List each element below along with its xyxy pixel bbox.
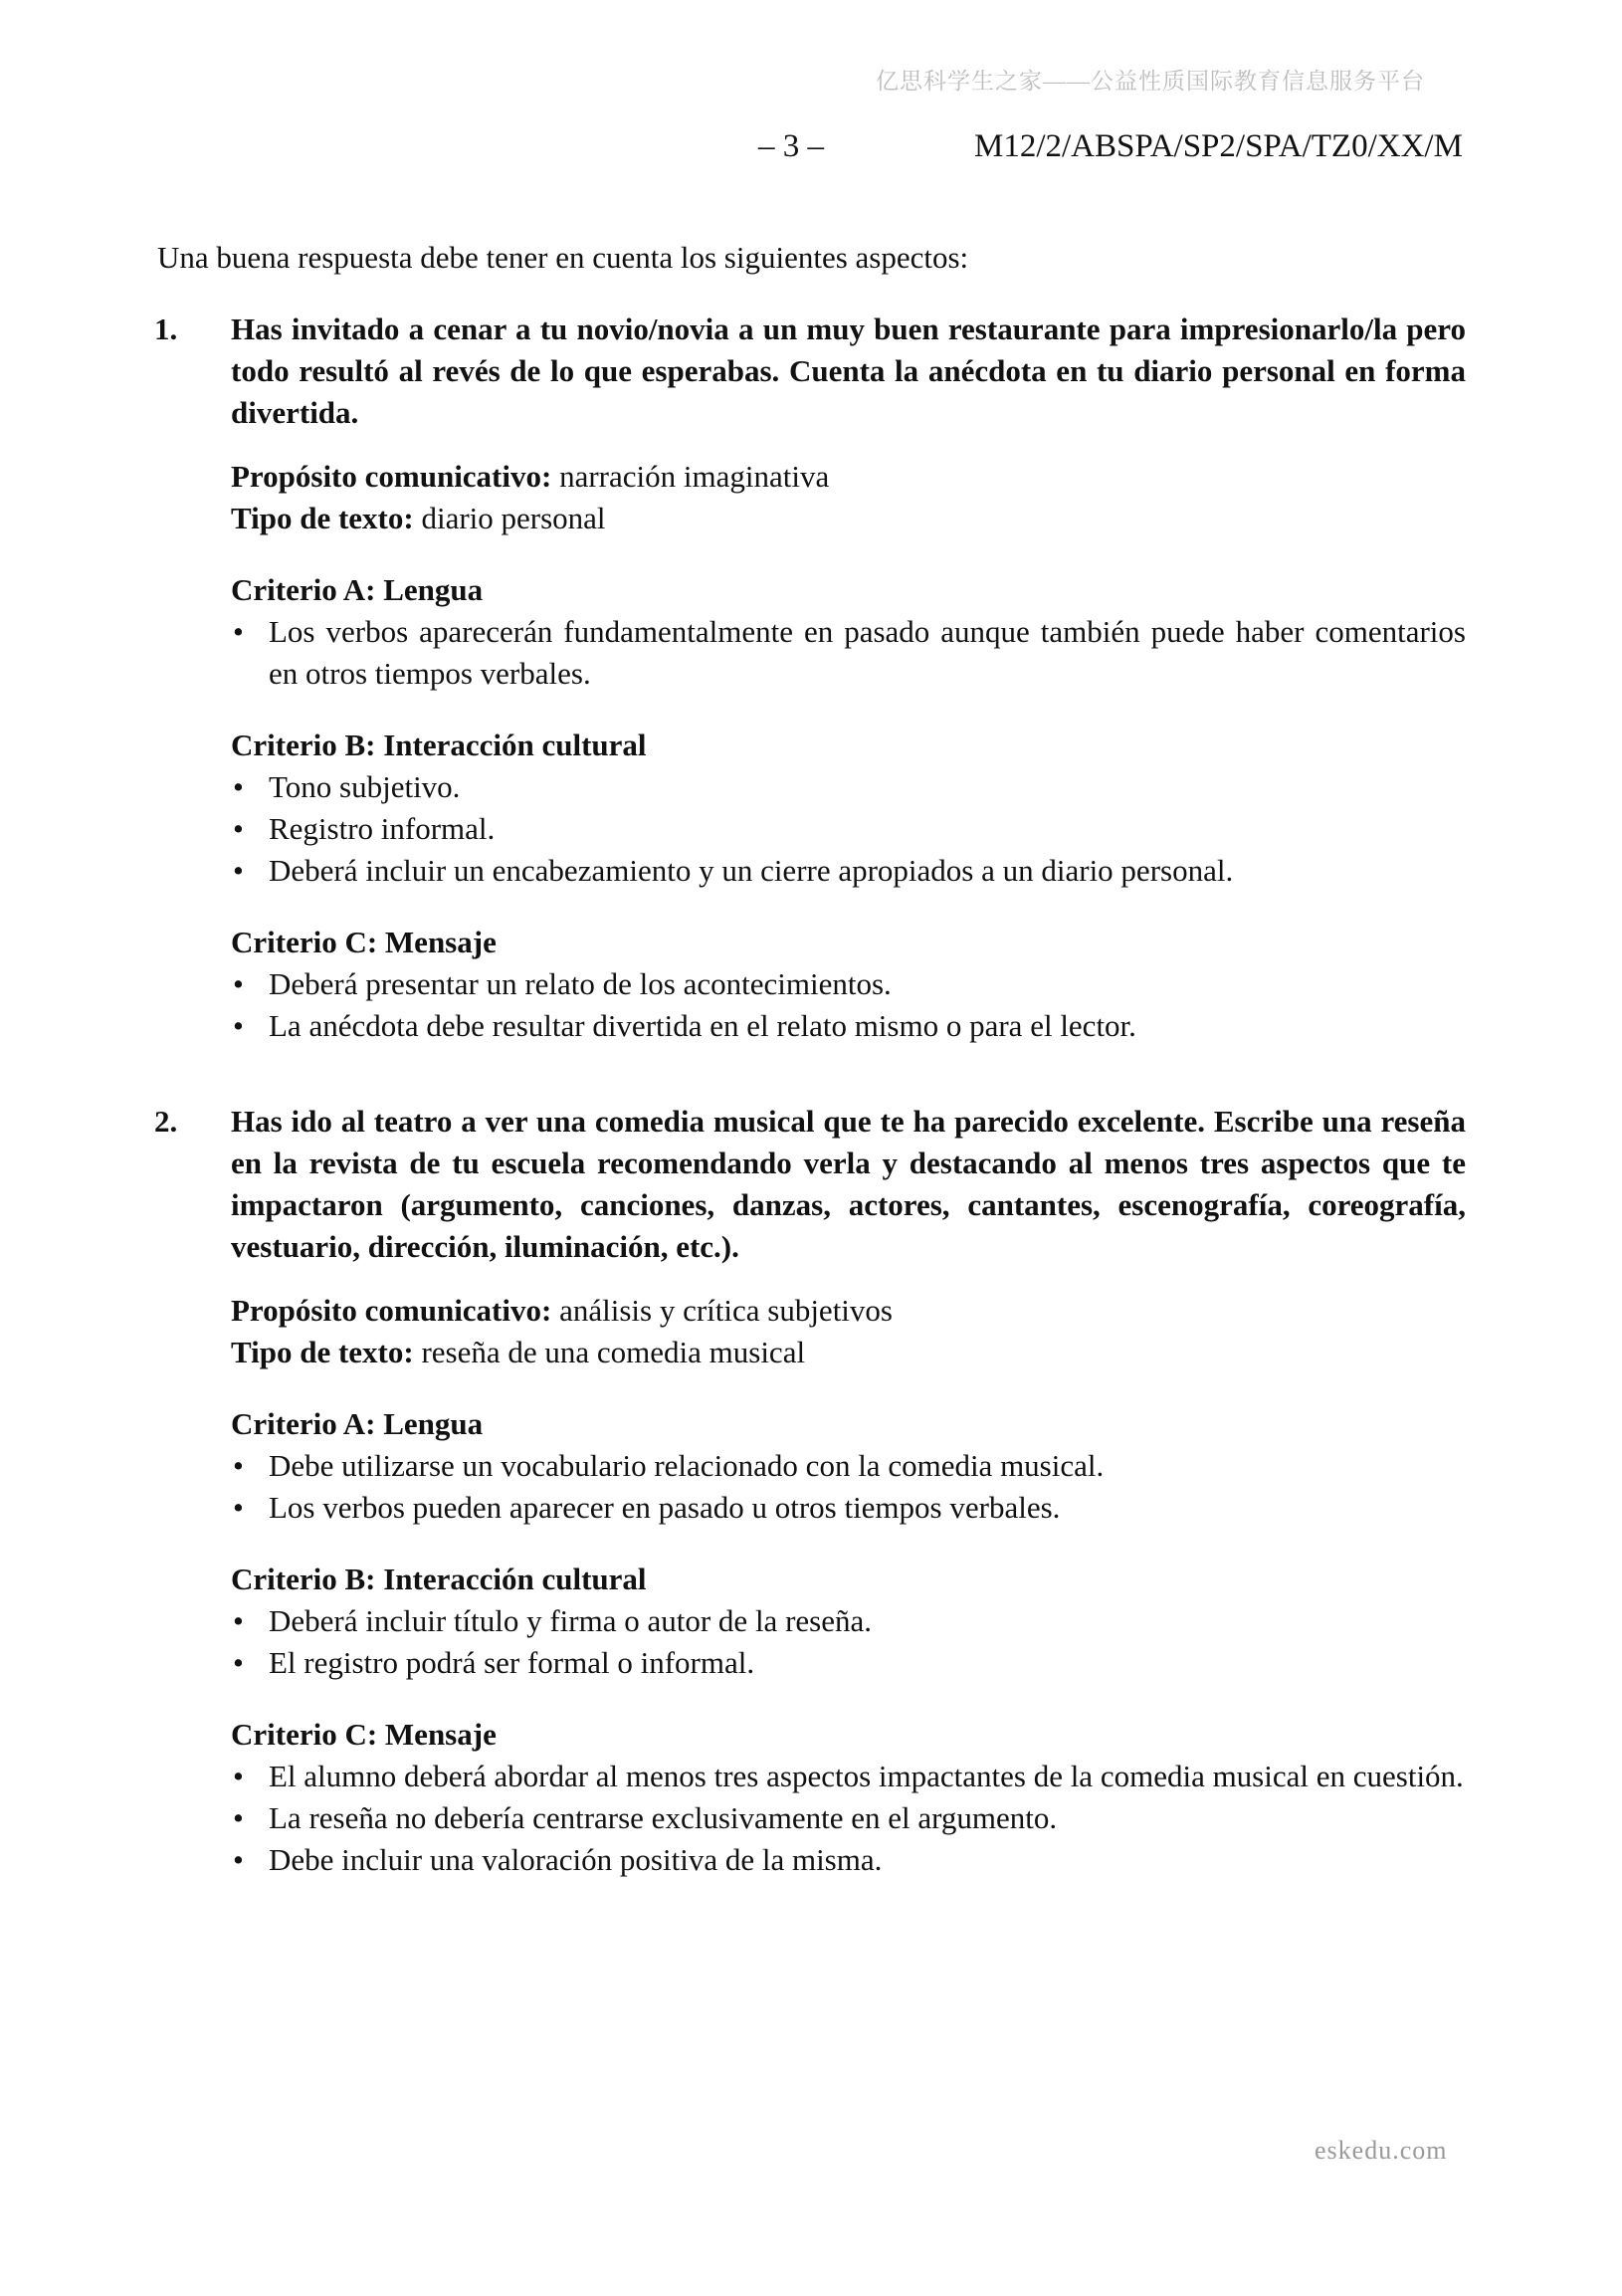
- tipo-label: Tipo de texto:: [231, 1335, 414, 1369]
- criterion-bullet-list: [231, 611, 1466, 695]
- bullet-glyph: •: [233, 853, 244, 888]
- tipo-line: [231, 1332, 1466, 1373]
- bullet-glyph: •: [233, 1008, 244, 1043]
- criterion-section-b: [231, 1559, 1466, 1684]
- criterion-section-a: [231, 1403, 1466, 1529]
- bullet-text: Deberá presentar un relato de los acontecimientos.: [269, 966, 892, 1001]
- question-item-2: [154, 1101, 1466, 1881]
- proposito-line: [231, 1290, 1466, 1332]
- criterion-heading: Criterio A: Lengua: [231, 1406, 484, 1441]
- criterion-section-c: [231, 922, 1466, 1047]
- question-1-meta: [231, 456, 1466, 539]
- criterion-bullet: [231, 1756, 1466, 1797]
- tipo-value: diario personal: [421, 501, 606, 535]
- page-number: – 3 –: [758, 128, 824, 164]
- tipo-label: Tipo de texto:: [231, 501, 414, 535]
- criterion-bullet-list: [231, 766, 1466, 892]
- criterion-section-b: [231, 725, 1466, 892]
- criterion-bullet: [231, 1642, 1466, 1684]
- criterion-bullet-list: [231, 1756, 1466, 1881]
- criterion-bullet: [231, 1839, 1466, 1881]
- bullet-glyph: •: [233, 1759, 244, 1793]
- criterion-bullet: [231, 808, 1466, 850]
- criterion-heading: Criterio C: Mensaje: [231, 925, 497, 959]
- bullet-text: Deberá incluir título y firma o autor de la reseña.: [269, 1603, 872, 1638]
- bullet-glyph: •: [233, 1800, 244, 1835]
- bullet-glyph: •: [233, 811, 244, 846]
- criterion-bullet: [231, 766, 1466, 808]
- criterion-heading: Criterio A: Lengua: [231, 572, 484, 607]
- bullet-text: La anécdota debe resultar divertida en el relato mismo o para el lector.: [269, 1008, 1136, 1043]
- criterion-bullet: [231, 850, 1466, 892]
- bullet-text: Debe utilizarse un vocabulario relacionado con la comedia musical.: [269, 1448, 1105, 1483]
- bullet-glyph: •: [233, 1645, 244, 1680]
- criterion-bullet-list: [231, 963, 1466, 1047]
- bullet-text: El registro podrá ser formal o informal.: [269, 1645, 755, 1680]
- criterion-heading: Criterio B: Interacción cultural: [231, 1562, 647, 1596]
- criterion-bullet: [231, 1600, 1466, 1642]
- proposito-line: [231, 456, 1466, 498]
- tipo-value: reseña de una comedia musical: [421, 1335, 806, 1369]
- question-1-number: 1.: [154, 312, 178, 346]
- proposito-label: Propósito comunicativo:: [231, 459, 552, 494]
- bullet-text: Deberá incluir un encabezamiento y un cierre apropiados a un diario personal.: [269, 853, 1234, 888]
- question-2-prompt: Has ido al teatro a ver una comedia musical que te ha parecido excelente. Escribe una reseña en la revista de tu escuela recomendando verla y destacando al menos tres aspectos que te impactaron (argumento, canciones, danzas, actores, cantantes, escenografía, coreografía, vestuario, dirección, iluminación, etc.).: [231, 1104, 1466, 1264]
- criterion-bullet-list: [231, 1445, 1466, 1529]
- criterion-section-c: [231, 1714, 1466, 1881]
- question-item-1: [154, 309, 1466, 1047]
- proposito-value: análisis y crítica subjetivos: [559, 1293, 893, 1328]
- criterion-bullet: [231, 1487, 1466, 1529]
- bullet-glyph: •: [233, 1490, 244, 1525]
- criterion-heading: Criterio B: Interacción cultural: [231, 728, 647, 762]
- bullet-text: Debe incluir una valoración positiva de la misma.: [269, 1842, 883, 1877]
- bullet-glyph: •: [233, 1603, 244, 1638]
- question-1-prompt: Has invitado a cenar a tu novio/novia a un muy buen restaurante para impresionarlo/la pero todo resultó al revés de lo que esperabas. Cuenta la anécdota en tu diario personal en forma divertida.: [231, 312, 1466, 430]
- criterion-bullet: [231, 963, 1466, 1005]
- bullet-glyph: •: [233, 614, 244, 649]
- bullet-text: Los verbos pueden aparecer en pasado u otros tiempos verbales.: [269, 1490, 1061, 1525]
- bullet-glyph: •: [233, 966, 244, 1001]
- criterion-bullet-list: [231, 1600, 1466, 1684]
- bullet-glyph: •: [233, 1842, 244, 1877]
- footer-site-url: eskedu.com: [1315, 2136, 1448, 2165]
- intro-text: Una buena respuesta debe tener en cuenta los siguientes aspectos:: [157, 240, 969, 275]
- proposito-value: narración imaginativa: [559, 459, 830, 494]
- bullet-text: Tono subjetivo.: [269, 769, 461, 804]
- document-content: [154, 237, 1466, 1881]
- tipo-line: [231, 498, 1466, 539]
- question-2-number: 2.: [154, 1104, 178, 1139]
- criterion-bullet: [231, 1797, 1466, 1839]
- exam-code: M12/2/ABSPA/SP2/SPA/TZ0/XX/M: [974, 128, 1463, 164]
- bullet-glyph: •: [233, 1448, 244, 1483]
- criterion-bullet: [231, 1445, 1466, 1487]
- bullet-text: Registro informal.: [269, 811, 496, 846]
- bullet-glyph: •: [233, 769, 244, 804]
- question-2-meta: [231, 1290, 1466, 1373]
- bullet-text: Los verbos aparecerán fundamentalmente en pasado aunque también puede haber comentarios en otros tiempos verbales.: [269, 614, 1466, 691]
- watermark-text: 亿思科学生之家——公益性质国际教育信息服务平台: [876, 69, 1425, 94]
- criterion-heading: Criterio C: Mensaje: [231, 1717, 497, 1752]
- criterion-bullet: [231, 1005, 1466, 1047]
- criterion-section-a: [231, 569, 1466, 695]
- bullet-text: El alumno deberá abordar al menos tres aspectos impactantes de la comedia musical en cuestión.: [269, 1759, 1464, 1793]
- criterion-bullet: [231, 611, 1466, 695]
- proposito-label: Propósito comunicativo:: [231, 1293, 552, 1328]
- bullet-text: La reseña no debería centrarse exclusivamente en el argumento.: [269, 1800, 1058, 1835]
